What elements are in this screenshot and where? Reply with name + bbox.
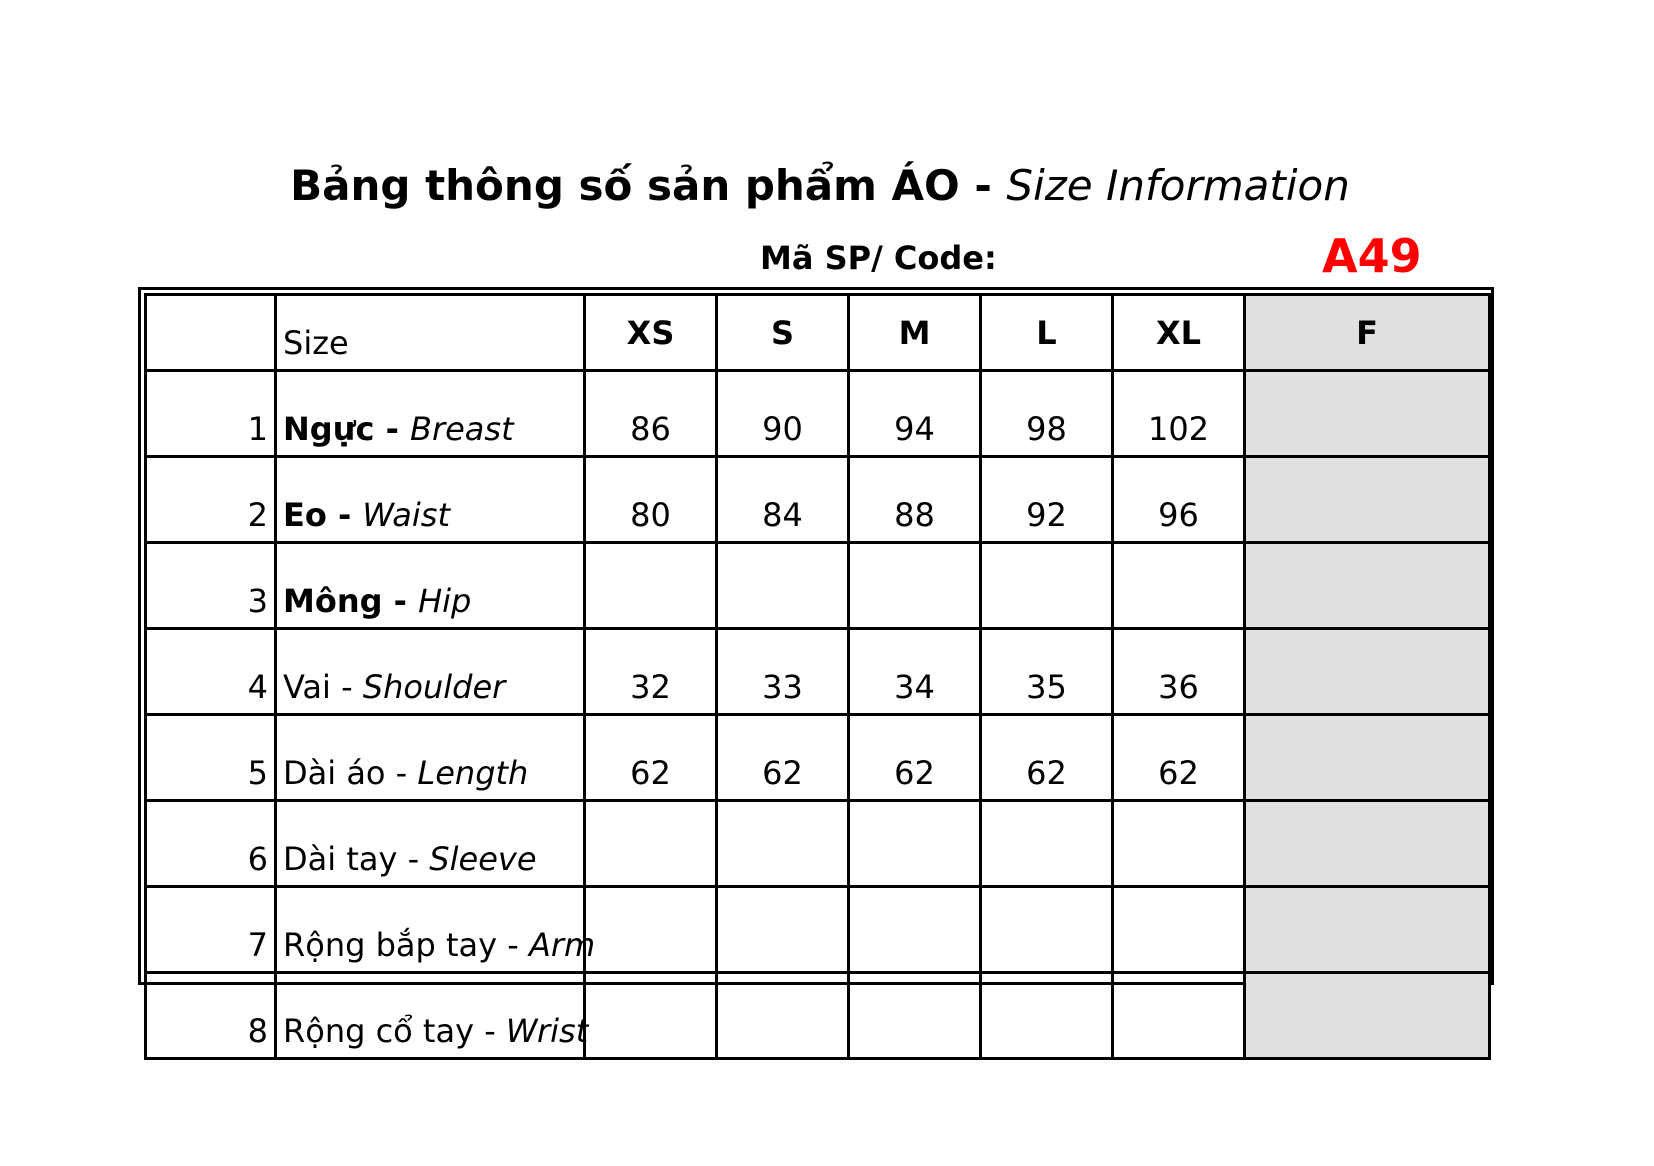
value-cell-l: 35 [981,629,1113,715]
value-cell-m: 62 [849,715,981,801]
measurement-separator: - [497,926,529,964]
measurement-name-vn: Rộng cổ tay [283,1012,475,1050]
value-cell-xl [1113,543,1245,629]
table-row [146,371,1490,457]
size-header-xl: XL [1113,295,1245,371]
page-title [0,158,1640,214]
measurement-separator: - [326,496,363,534]
measurement-name-vn: Vai [283,668,331,706]
value-cell-f [1245,543,1490,629]
value-cell-l [981,801,1113,887]
value-cell-s: 62 [717,715,849,801]
value-cell-s: 33 [717,629,849,715]
value-cell-f [1245,973,1490,1059]
measurement-name-vn: Ngực [283,410,375,448]
value-cell-f [1245,457,1490,543]
value-cell-xl: 102 [1113,371,1245,457]
table-row [146,457,1490,543]
value-cell-xs [585,973,717,1059]
row-number: 6 [146,801,276,887]
title-subtitle: Size Information [1006,161,1350,210]
header-empty-cell [146,295,276,371]
value-cell-m: 34 [849,629,981,715]
value-cell-l: 98 [981,371,1113,457]
value-cell-m [849,543,981,629]
size-header-l: L [981,295,1113,371]
measurement-label [276,457,585,543]
value-cell-f [1245,715,1490,801]
value-cell-xs: 32 [585,629,717,715]
value-cell-xs: 62 [585,715,717,801]
value-cell-s [717,801,849,887]
value-cell-f [1245,887,1490,973]
value-cell-m [849,973,981,1059]
value-cell-xl [1113,801,1245,887]
value-cell-s: 90 [717,371,849,457]
title-main: Bảng thông số sản phẩm ÁO - [290,161,1007,210]
table-row [146,801,1490,887]
value-cell-xs [585,543,717,629]
row-number: 7 [146,887,276,973]
measurement-label [276,973,589,1059]
value-cell-xs: 80 [585,457,717,543]
measurement-label [276,801,585,887]
value-cell-s [717,543,849,629]
measurement-name-vn: Rộng bắp tay [283,926,498,964]
size-header-xs: XS [585,295,717,371]
measurement-name-en: Waist [362,496,451,534]
measurement-name-en: Shoulder [362,668,506,706]
value-cell-s: 84 [717,457,849,543]
value-cell-l [981,973,1113,1059]
measurement-separator: - [374,410,410,448]
row-number: 3 [146,543,276,629]
measurement-separator: - [385,754,418,792]
table-row [146,887,1490,973]
product-code-label: Mã SP/ Code: [760,239,997,277]
measurement-name-vn: Dài áo [283,754,386,792]
measurement-name-en: Sleeve [429,840,537,878]
table-header-row [146,295,1490,371]
measurement-label [276,543,585,629]
measurement-name-vn: Mông [283,582,383,620]
measurement-name-vn: Eo [283,496,327,534]
row-number: 1 [146,371,276,457]
table-row [146,715,1490,801]
measurement-separator: - [474,1012,506,1050]
value-cell-s [717,887,849,973]
value-cell-xl: 62 [1113,715,1245,801]
size-header-m: M [849,295,981,371]
row-number: 4 [146,629,276,715]
value-cell-xs: 86 [585,371,717,457]
size-header-s: S [717,295,849,371]
measurement-label [276,887,596,973]
measurement-name-en: Wrist [505,1012,589,1050]
value-cell-xl [1113,887,1245,973]
value-cell-m: 88 [849,457,981,543]
value-cell-l: 92 [981,457,1113,543]
measurement-label [276,629,585,715]
value-cell-xl: 36 [1113,629,1245,715]
measurement-name-en: Length [417,754,529,792]
table-row [146,973,1490,1059]
header-size-label: Size [276,295,585,371]
measurement-name-en: Arm [528,926,596,964]
value-cell-s [717,973,849,1059]
measurement-separator: - [382,582,419,620]
row-number: 2 [146,457,276,543]
value-cell-l: 62 [981,715,1113,801]
measurement-name-en: Hip [418,582,472,620]
value-cell-l [981,887,1113,973]
measurement-separator: - [397,840,430,878]
value-cell-xs [585,887,717,973]
value-cell-xl [1113,973,1245,1059]
row-number: 8 [146,973,276,1059]
value-cell-l [981,543,1113,629]
value-cell-xs [585,801,717,887]
size-table [144,293,1491,1060]
value-cell-f [1245,801,1490,887]
measurement-label [276,371,585,457]
table-row [146,629,1490,715]
measurement-label [276,715,585,801]
table-row [146,543,1490,629]
value-cell-f [1245,371,1490,457]
value-cell-m [849,801,981,887]
value-cell-f [1245,629,1490,715]
row-number: 5 [146,715,276,801]
size-header-f: F [1245,295,1490,371]
measurement-name-en: Breast [410,410,514,448]
measurement-name-vn: Dài tay [283,840,398,878]
value-cell-m: 94 [849,371,981,457]
measurement-separator: - [330,668,363,706]
value-cell-xl: 96 [1113,457,1245,543]
value-cell-m [849,887,981,973]
product-code-value: A49 [1322,229,1422,283]
